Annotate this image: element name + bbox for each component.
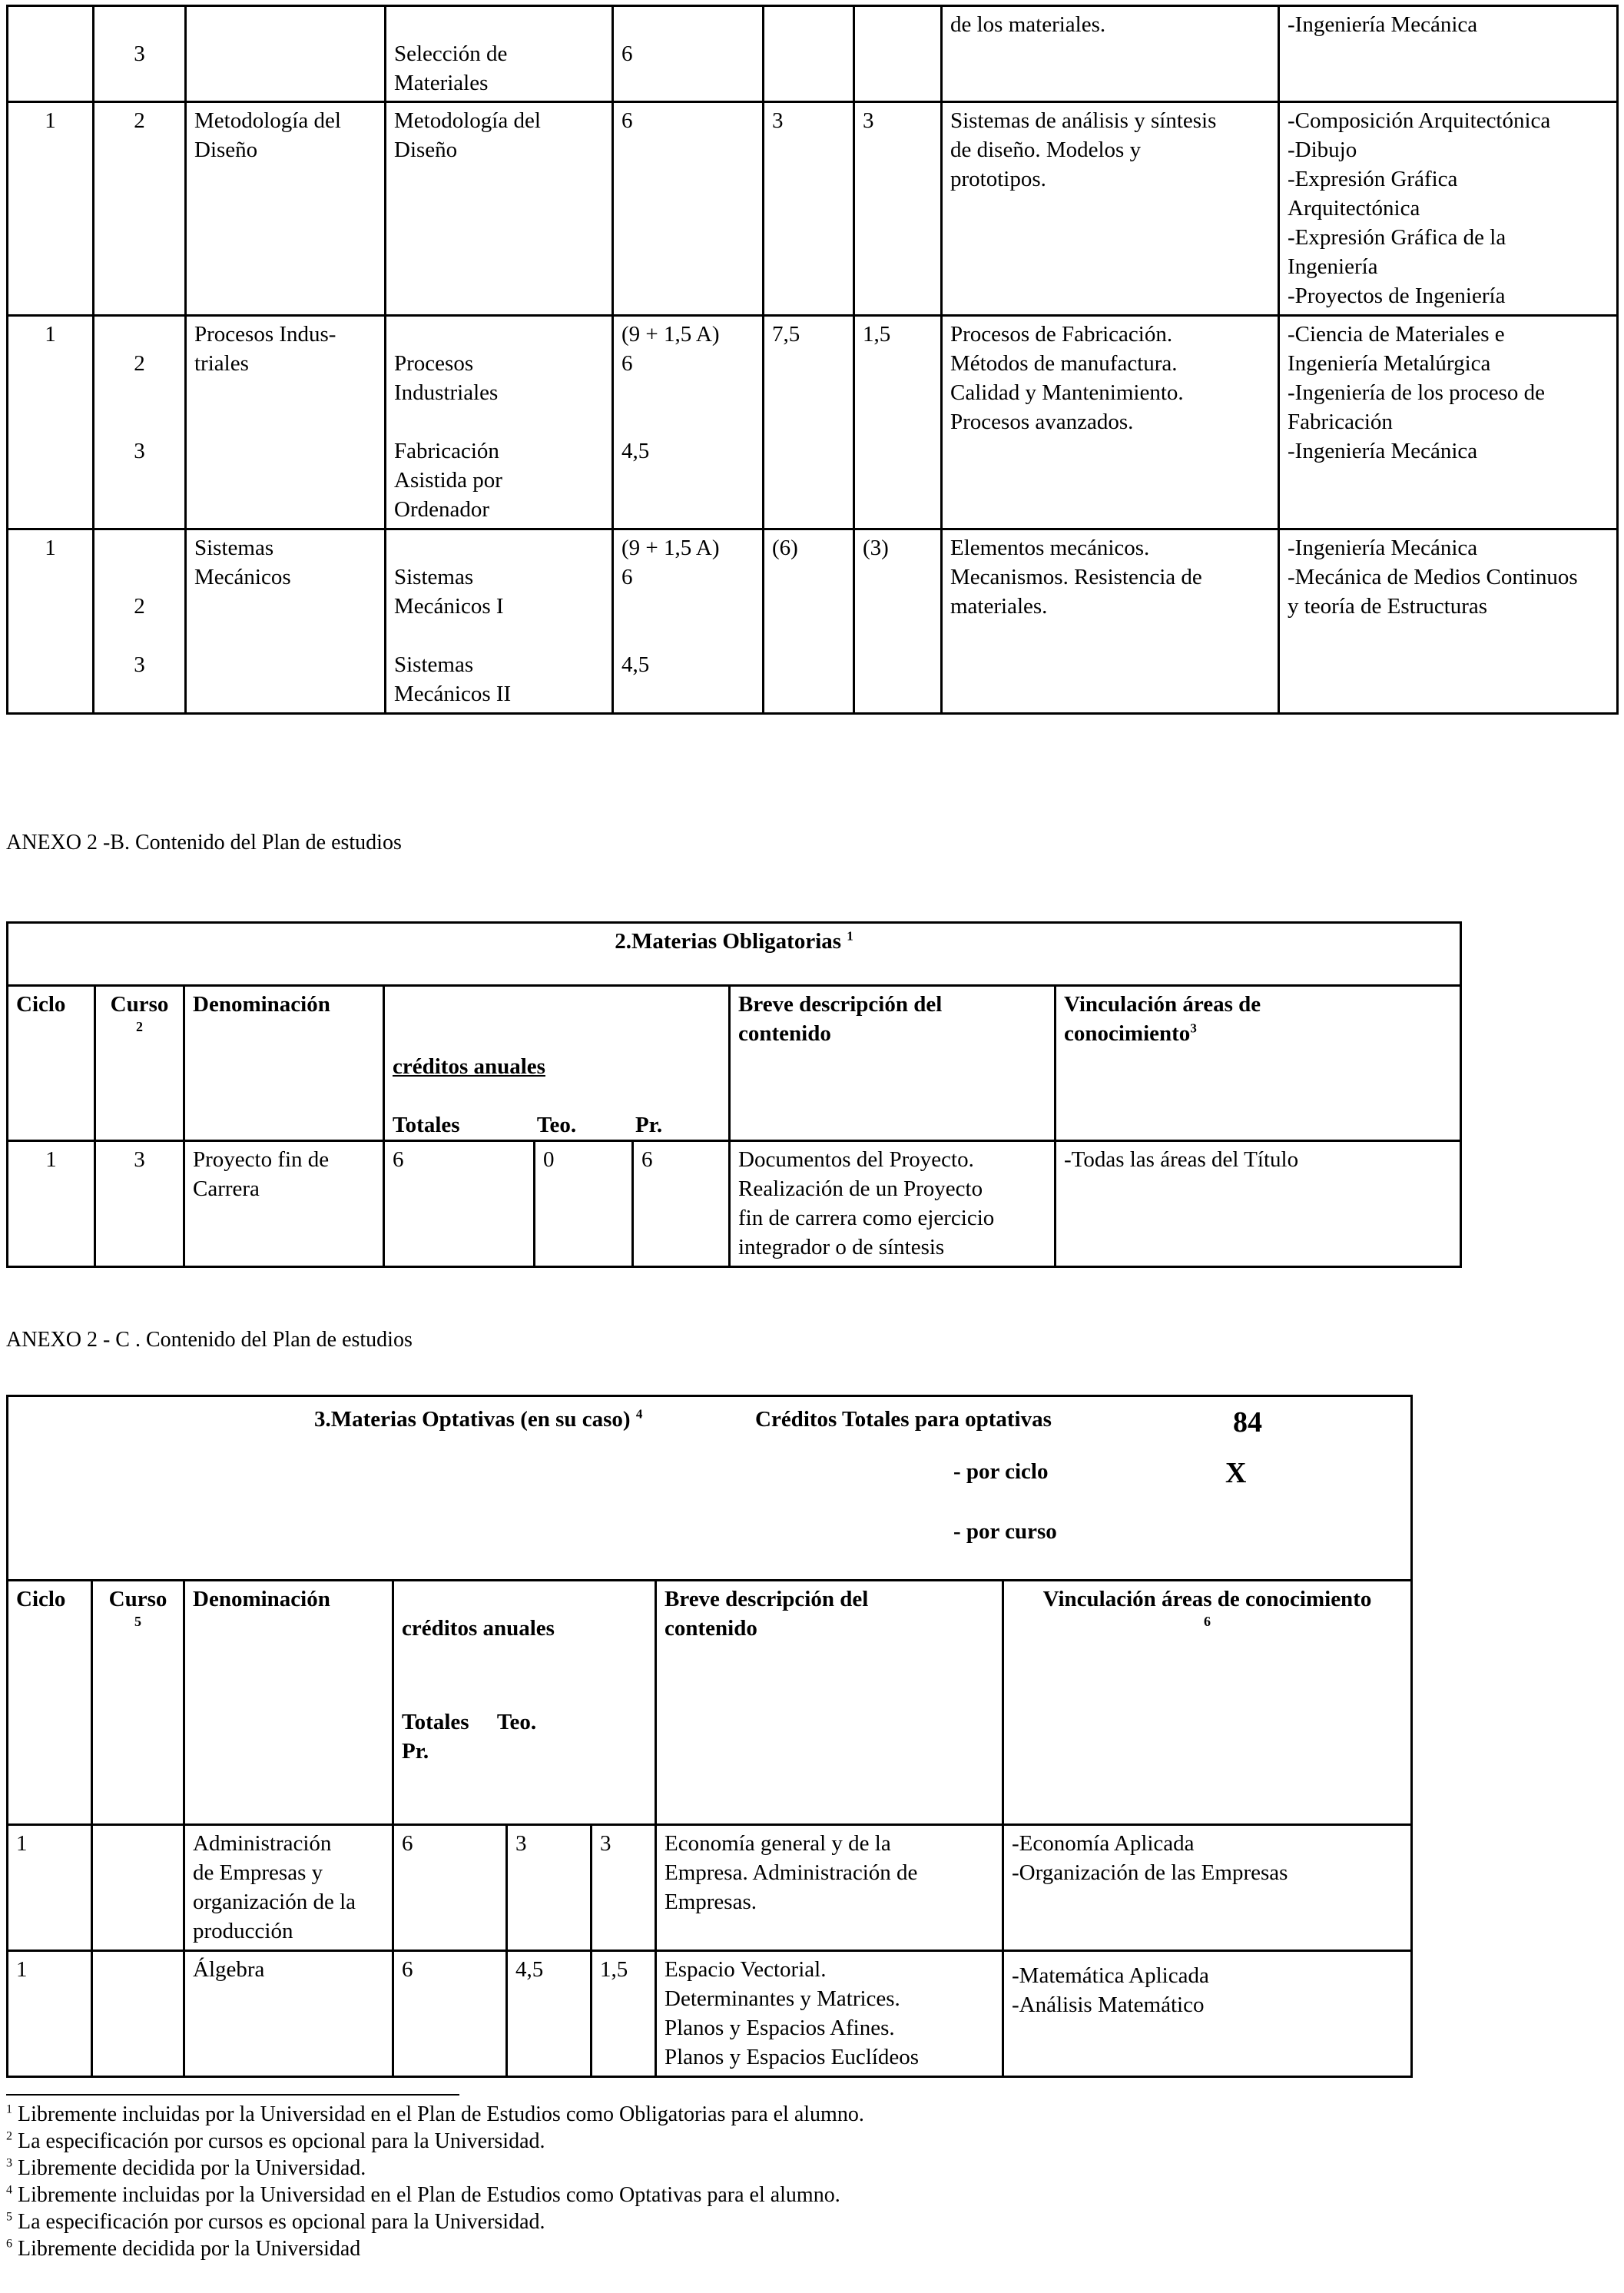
denominacion-cell: Proyecto fin de Carrera xyxy=(184,1141,384,1267)
areas-cell: -Economía Aplicada -Organización de las Empresas xyxy=(1003,1825,1412,1951)
pr-cell: 3 xyxy=(854,102,942,316)
title-row xyxy=(8,923,1461,986)
areas-cell: -Matemática Aplicada -Análisis Matemático xyxy=(1003,1951,1412,2077)
materia-cell xyxy=(186,6,386,102)
totales-cell: 6 xyxy=(613,6,764,102)
table-row xyxy=(8,102,1618,316)
teo-cell: 3 xyxy=(764,102,854,316)
totales-cell: 6 xyxy=(613,102,764,316)
pr-cell: (3) xyxy=(854,529,942,714)
denominacion-cell: Administración de Empresas y organización de la producción xyxy=(184,1825,393,1951)
table-row xyxy=(8,529,1618,714)
continuation-table xyxy=(6,5,1619,715)
curso-cell: 2 3 xyxy=(94,316,186,529)
areas-cell: -Ciencia de Materiales e Ingeniería Metalúrgica -Ingeniería de los proceso de Fabricación -Ingeniería Mecánica xyxy=(1279,316,1618,529)
ciclo-cell: 1 xyxy=(8,316,94,529)
descripcion-cell: Documentos del Proyecto. Realización de un Proyecto fin de carrera como ejercicio integrador o de síntesis xyxy=(730,1141,1056,1267)
curso-cell: 3 xyxy=(95,1141,184,1267)
footnotes xyxy=(6,2101,864,2262)
curso-cell xyxy=(92,1825,184,1951)
table-row xyxy=(8,6,1618,102)
curso-cell: 2 3 xyxy=(94,529,186,714)
table-row xyxy=(8,316,1618,529)
header-denominacion: Denominación xyxy=(184,1581,393,1825)
descripcion-cell: Economía general y de la Empresa. Administración de Empresas. xyxy=(656,1825,1003,1951)
header-ciclo: Ciclo xyxy=(8,986,95,1141)
teo-cell: 3 xyxy=(507,1825,592,1951)
header-areas: Vinculación áreas de conocimiento$^3$ xyxy=(1056,986,1461,1141)
totales-cell: 6 xyxy=(393,1951,507,2077)
ciclo-cell: 1 xyxy=(8,1825,92,1951)
descripcion-cell: Elementos mecánicos. Mecanismos. Resistencia de materiales. xyxy=(942,529,1279,714)
pr-cell: 3 xyxy=(592,1825,656,1951)
totales-cell: 6 xyxy=(384,1141,535,1267)
areas-cell: -Todas las áreas del Título xyxy=(1056,1141,1461,1267)
creditos-totales-label: Créditos Totales para optativas xyxy=(755,1407,1052,1432)
teo-cell: (6) xyxy=(764,529,854,714)
footnote: $^5$ La especificación por cursos es opcional para la Universidad. xyxy=(6,2210,545,2234)
header-pr: Pr. xyxy=(635,1113,663,1137)
anexo-c-caption: ANEXO 2 - C . Contenido del Plan de estudios xyxy=(6,1328,413,1352)
asignatura-cell: Selección de Materiales xyxy=(386,6,613,102)
materia-cell: Sistemas Mecánicos xyxy=(186,529,386,714)
header-areas: Vinculación áreas de conocimiento 6 xyxy=(1003,1581,1412,1825)
header-row xyxy=(8,986,1461,1141)
header-denominacion: Denominación xyxy=(184,986,384,1141)
header-row xyxy=(8,1581,1412,1825)
header-teo: Teo. xyxy=(496,1710,537,1734)
pr-cell: 1,5 xyxy=(592,1951,656,2077)
totales-cell: (9 + 1,5 A) 6 4,5 xyxy=(613,529,764,714)
asignatura-cell: Procesos Industriales Fabricación Asistida por Ordenador xyxy=(386,316,613,529)
optativas-title-block xyxy=(8,1396,1412,1581)
descripcion-cell: Procesos de Fabricación. Métodos de manufactura. Calidad y Mantenimiento. Procesos avanzados. xyxy=(942,316,1279,529)
ciclo-cell xyxy=(8,6,94,102)
areas-cell: -Ingeniería Mecánica -Mecánica de Medios Continuos y teoría de Estructuras xyxy=(1279,529,1618,714)
footnote-ref: 1 xyxy=(847,928,853,944)
footnote-divider xyxy=(6,2094,459,2096)
footnote: $^2$ La especificación por cursos es opcional para la Universidad. xyxy=(6,2129,545,2153)
por-ciclo-value: X xyxy=(1225,1457,1247,1489)
descripcion-cell: Espacio Vectorial. Determinantes y Matrices. Planos y Espacios Afines. Planos y Espacios Euclídeos xyxy=(656,1951,1003,2077)
materia-cell: Metodología del Diseño xyxy=(186,102,386,316)
descripcion-cell: de los materiales. xyxy=(942,6,1279,102)
header-descripcion: Breve descripción del contenido xyxy=(730,986,1056,1141)
por-curso-label: - por curso xyxy=(953,1519,1057,1544)
areas-cell: -Ingeniería Mecánica xyxy=(1279,6,1618,102)
curso-cell xyxy=(92,1951,184,2077)
anexo-b-caption: ANEXO 2 -B. Contenido del Plan de estudios xyxy=(6,831,402,854)
totales-cell: (9 + 1,5 A) 6 4,5 xyxy=(613,316,764,529)
footnote: $^6$ Libremente decidida por la Universidad xyxy=(6,2237,361,2261)
ciclo-cell: 1 xyxy=(8,1141,95,1267)
footnote: $^4$ Libremente incluidas por la Universidad en el Plan de Estudios como Optativas para el alumno. xyxy=(6,2183,840,2207)
header-descripcion: Breve descripción del contenido xyxy=(656,1581,1003,1825)
ciclo-cell: 1 xyxy=(8,529,94,714)
creditos-subheader xyxy=(393,1110,721,1140)
table-row xyxy=(8,1141,1461,1267)
creditos-totales-value: 84 xyxy=(1233,1406,1262,1439)
header-teo: Teo. xyxy=(536,1113,577,1137)
por-ciclo-label: - por ciclo xyxy=(953,1459,1049,1484)
optativas-title: 3.Materias Optativas (en su caso) $^4$ xyxy=(314,1406,643,1432)
header-ciclo: Ciclo xyxy=(8,1581,92,1825)
ciclo-cell: 1 xyxy=(8,102,94,316)
teo-cell: 7,5 xyxy=(764,316,854,529)
header-creditos: créditos anuales Totales Teo. Pr. xyxy=(384,986,730,1141)
footnote-ref: 4 xyxy=(635,1406,643,1422)
denominacion-cell: Álgebra xyxy=(184,1951,393,2077)
obligatorias-table xyxy=(6,921,1462,1268)
pr-cell: 6 xyxy=(633,1141,730,1267)
areas-cell: -Composición Arquitectónica -Dibujo -Expresión Gráfica Arquitectónica -Expresión Gráfica de la Ingeniería -Proyectos de Ingeniería xyxy=(1279,102,1618,316)
header-curso: Curso 5 xyxy=(92,1581,184,1825)
obligatorias-title: 2.Materias Obligatorias $^1$ xyxy=(8,923,1461,986)
pr-cell: 1,5 xyxy=(854,316,942,529)
asignatura-cell: Metodología del Diseño xyxy=(386,102,613,316)
optativas-title-area xyxy=(8,1397,1410,1577)
table-row xyxy=(8,1825,1412,1951)
pr-cell xyxy=(854,6,942,102)
teo-cell: 0 xyxy=(535,1141,633,1267)
header-creditos: créditos anuales Totales Teo. Pr. xyxy=(393,1581,656,1825)
header-totales: Totales xyxy=(402,1710,469,1734)
teo-cell: 4,5 xyxy=(507,1951,592,2077)
materia-cell: Procesos Indus- triales xyxy=(186,316,386,529)
header-curso: Curso 2 xyxy=(95,986,184,1141)
footnote: $^1$ Libremente incluidas por la Universidad en el Plan de Estudios como Obligatorias para el alumno. xyxy=(6,2102,864,2126)
title-row xyxy=(8,1396,1412,1581)
header-totales: Totales xyxy=(393,1113,460,1137)
table-row xyxy=(8,1951,1412,2077)
optativas-table xyxy=(6,1395,1413,2078)
teo-cell xyxy=(764,6,854,102)
ciclo-cell: 1 xyxy=(8,1951,92,2077)
descripcion-cell: Sistemas de análisis y síntesis de diseño. Modelos y prototipos. xyxy=(942,102,1279,316)
header-pr: Pr. xyxy=(402,1739,429,1764)
curso-cell: 3 xyxy=(94,6,186,102)
totales-cell: 6 xyxy=(393,1825,507,1951)
footnote-ref: 3 xyxy=(1190,1020,1197,1036)
curso-cell: 2 xyxy=(94,102,186,316)
asignatura-cell: Sistemas Mecánicos I Sistemas Mecánicos II xyxy=(386,529,613,714)
footnote: $^3$ Libremente decidida por la Universidad. xyxy=(6,2156,366,2180)
